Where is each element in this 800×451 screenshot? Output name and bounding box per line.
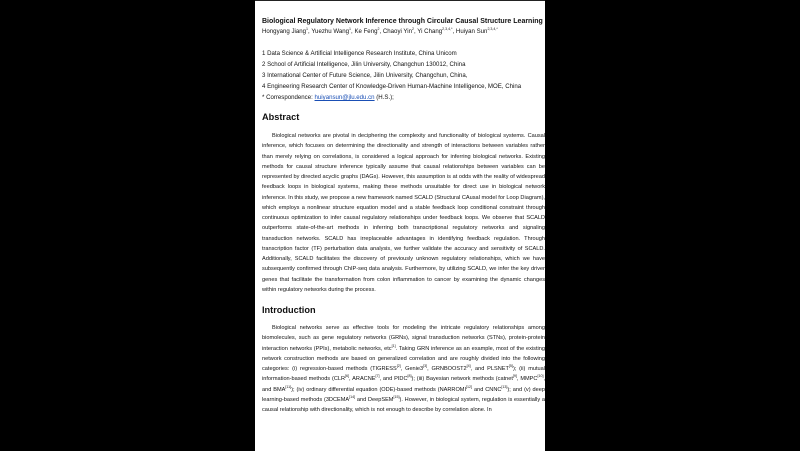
intro-text: and CNNC <box>472 386 502 393</box>
author-affil-mark: 1 <box>349 26 352 31</box>
intro-text: , and BMA <box>262 376 545 393</box>
citation-ref: [9] <box>512 374 517 379</box>
author-name: Hongyang Jiang <box>262 28 307 35</box>
affiliation-item: 2 School of Artificial Intelligence, Jilin University, Changchun 130012, China <box>262 61 466 68</box>
page-content <box>262 17 545 415</box>
author-name: Yi Chang <box>417 28 443 35</box>
author-name: Chaoyi Yin <box>382 28 413 35</box>
author-affil-mark: 1 <box>306 26 309 31</box>
citation-ref: [11] <box>285 384 292 389</box>
intro-text: , and PIDC <box>379 376 408 383</box>
author-affil-mark: 2 <box>377 26 380 31</box>
abstract-heading: Abstract <box>262 112 300 122</box>
author-affil-mark: 2,3,4,* <box>442 26 453 31</box>
citation-ref: [5] <box>508 364 513 369</box>
intro-text: and DeepSEM <box>355 396 394 403</box>
citation-ref: [4] <box>466 364 471 369</box>
affiliation-item: 1 Data Science & Artificial Intelligence Research Institute, China Unicom <box>262 50 457 57</box>
author-list: Hongyang Jiang$^1$, Yuezhu Wang$^1$, Ke Feng$^2$, Chaoyi Yin$^2$, Yi Chang$^{2,3,4,*}$, Huiyan Sun$^{2,3,4,*}$ <box>262 26 498 35</box>
citation-ref: [1] <box>391 343 396 348</box>
citation-ref: [14] <box>349 394 356 399</box>
intro-text: ); (ii) mutual information-based methods (CLR <box>262 366 545 383</box>
author-affil-mark: 2,3,4,* <box>487 26 498 31</box>
paper-title: Biological Regulatory Network Inference through Circular Causal Structure Learning <box>262 18 543 25</box>
author-name: Ke Feng <box>354 28 378 35</box>
citation-ref: [13] <box>501 384 508 389</box>
correspondence-suffix: (H.S.); <box>374 94 394 101</box>
intro-text: ); and (v) deep learning-based methods (3DCEMA <box>262 386 545 403</box>
citation-ref: [12] <box>466 384 473 389</box>
intro-text: ); (iii) Bayesian network methods (catnet <box>411 376 513 383</box>
citation-ref: [10] <box>537 374 544 379</box>
affiliation-list <box>262 48 545 103</box>
intro-text: Biological networks serve as effective tools for modeling the intricate regulatory relationships among biomolecules, such as gene regulatory networks (GRNs), signal transduction networks (STNs), protein-protein interaction networks (PPIs), metabolic networks, etc <box>262 325 545 352</box>
correspondence-prefix: * Correspondence: <box>262 94 315 101</box>
intro-text: ); (iv) ordinary differential equation (ODE)-based methods (NARROMI <box>291 386 467 393</box>
intro-text: , and PLSNET <box>470 366 509 372</box>
author-affil-mark: 2 <box>412 26 415 31</box>
correspondence-email-link[interactable]: huiyansun@jlu.edu.cn <box>314 94 375 101</box>
intro-text: , GRNBOOST2 <box>427 366 467 372</box>
intro-text: , ARACNE <box>349 376 376 383</box>
intro-text: ). However, in biological system, regulation is essentially a causal relationship with directionality, which is not enough to describe by correlation alone. In <box>262 396 545 413</box>
intro-text: , Genie3 <box>400 366 424 372</box>
affiliation-item: 3 International Center of Future Science, Jilin University, Changchun, China, <box>262 72 468 79</box>
introduction-heading: Introduction <box>262 305 316 315</box>
abstract-body: Biological networks are pivotal in deciphering the complexity and functionality of biological systems. Causal inference, which focuses on determining the directionality and strength of interactions between variables rather than merely relying on correlations, is considered a logical approach for inferring biological networks. Existing methods for causal structure inference typically assume that causal relationships between variables can be represented by directed acyclic graphs (DAGs). However, this assumption is at odds with the reality of widespread feedback loops in biological systems, making these methods unsuitable for direct use in biological network inference. In this study, we propose a new framework named SCALD (Structural CAusal model for Loop Diagram), which employs a nonlinear structure equation model and a stable feedback loop conditional constraint through continuous optimization to infer causal regulatory relationships under feedback loops. We observe that SCALD outperforms state-of-the-art methods in inferring both transcriptional regulatory networks and signaling transduction networks. SCALD has irreplaceable advantages in identifying feedback regulation. Through transcription factor (TF) perturbation data analysis, we further validate the accuracy and sensitivity of SCALD. Additionally, SCALD facilitates the discovery of previously unknown regulatory relationships, which we have subsequently confirmed through ChIP-seq data analysis. Furthermore, by utilizing SCALD, we infer the key driver genes that facilitate the transformation from colon inflammation to cancer by examining the dynamic changes within regulatory networks during the process. <box>262 133 545 293</box>
paper-page <box>255 0 545 451</box>
intro-text: . Taking GRN inference as an example, most of the existing network construction methods are based on generalized correlation and are roughly divided into the following categories: (i) regression-based methods (TIGRESS <box>262 345 545 372</box>
intro-text: , MMPC <box>516 376 538 383</box>
introduction-body <box>262 323 545 415</box>
author-name: Yuezhu Wang <box>311 28 350 35</box>
citation-ref: [8] <box>407 374 412 379</box>
correspondence-line <box>262 92 545 103</box>
citation-ref: [15] <box>393 394 400 399</box>
affiliation-item: 4 Engineering Research Center of Knowledge-Driven Human-Machine Intelligence, MOE, China <box>262 83 522 90</box>
author-name: Huiyan Sun <box>455 28 488 35</box>
citation-ref: [6] <box>345 374 350 379</box>
citation-ref: [3] <box>423 364 428 369</box>
citation-ref: [2] <box>396 364 401 369</box>
citation-ref: [7] <box>375 374 380 379</box>
